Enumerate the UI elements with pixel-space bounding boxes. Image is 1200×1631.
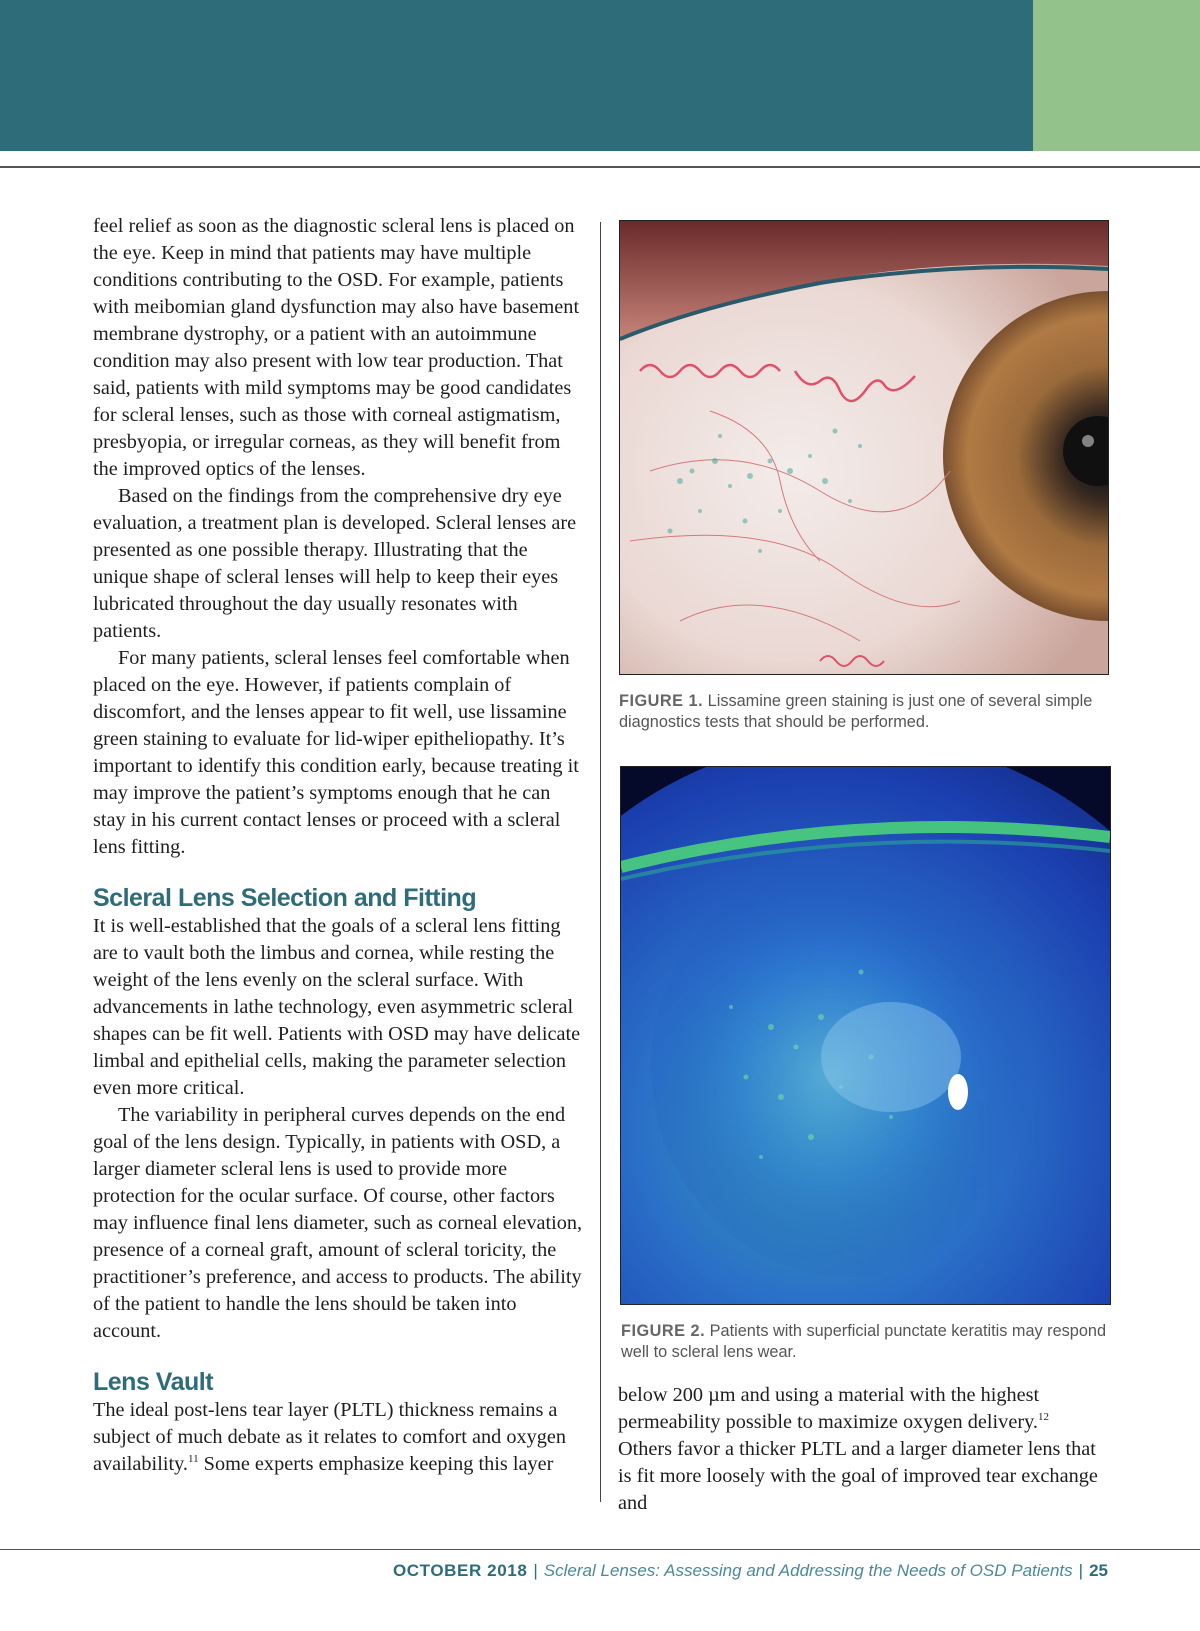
body-paragraph bbox=[618, 1382, 1108, 1517]
header-band-green bbox=[1033, 0, 1200, 151]
figure-1-caption bbox=[619, 691, 1114, 733]
footer-separator: | bbox=[1078, 1561, 1084, 1580]
reference-superscript: 12 bbox=[1037, 1411, 1049, 1423]
figure-2-image bbox=[620, 766, 1111, 1305]
page-number: 25 bbox=[1089, 1561, 1108, 1580]
paragraph-text: The ideal post-lens tear layer (PLTL) thickness remains a subject of much debate as it relates to comfort and oxygen availability. bbox=[93, 1399, 567, 1475]
footer-separator: | bbox=[533, 1561, 538, 1580]
page-footer bbox=[393, 1561, 1108, 1581]
body-paragraph: feel relief as soon as the diagnostic scleral lens is placed on the eye. Keep in mind that patients may have multiple conditions contributing to the OSD. For example, patients with meibomian gland dysfunction may also have basement membrane dystrophy, or a patient with an autoimmune condition may also present with low tear production. That said, patients with mild symptoms may be good candidates for scleral lenses, such as those with corneal astigmatism, presbyopia, or irregular corneas, as they will benefit from the improved optics of the lenses. bbox=[93, 215, 580, 480]
figure-2-label: FIGURE 2. bbox=[621, 1322, 706, 1340]
bottom-divider bbox=[0, 1549, 1200, 1550]
paragraph-text: Some experts emphasize keeping this layer bbox=[198, 1453, 554, 1475]
figure-1-caption-text: Lissamine green staining is just one of several simple diagnostics tests that should be performed. bbox=[619, 692, 1093, 731]
paragraph-text: Others favor a thicker PLTL and a larger diameter lens that is fit more loosely with the goal of improved tear exchange and bbox=[618, 1438, 1098, 1514]
header-band-teal bbox=[0, 0, 1033, 151]
figure-1-image bbox=[619, 220, 1109, 675]
body-paragraph: For many patients, scleral lenses feel comfortable when placed on the eye. However, if patients complain of discomfort, and the lenses appear to fit well, use lissamine green staining to evaluate for lid-wiper epitheliopathy. It’s important to identify this condition early, because treating it may improve the patient’s symptoms enough that he can stay in his current contact lenses or proceed with a scleral lens fitting. bbox=[93, 647, 579, 858]
left-column bbox=[93, 213, 583, 1478]
top-divider bbox=[0, 166, 1200, 168]
reference-superscript: 11 bbox=[188, 1453, 199, 1465]
figure-2-caption bbox=[621, 1321, 1116, 1363]
column-divider bbox=[600, 222, 601, 1502]
body-paragraph: It is well-established that the goals of a scleral lens fitting are to vault both the limbus and cornea, while resting the weight of the lens evenly on the scleral surface. With advancements in lathe technology, even asymmetric scleral shapes can be fit well. Patients with OSD may have delicate limbal and epithelial cells, making the parameter selection even more critical. bbox=[93, 915, 581, 1099]
section-heading-lens-vault: Lens Vault bbox=[93, 1368, 214, 1396]
body-paragraph: The variability in peripheral curves depends on the end goal of the lens design. Typically, in patients with OSD, a larger diameter scleral lens is used to provide more protection for the ocular surface. Of course, other factors may influence final lens diameter, such as corneal elevation, presence of a corneal graft, amount of scleral toricity, the practitioner’s preference, and access to products. The ability of the patient to handle the lens should be taken into account. bbox=[93, 1104, 583, 1342]
paragraph-text: below 200 µm and using a material with the highest permeability possible to maximize oxygen delivery. bbox=[618, 1384, 1040, 1433]
footer-article-title: Scleral Lenses: Assessing and Addressing the Needs of OSD Patients bbox=[543, 1561, 1073, 1580]
right-column-text bbox=[618, 1382, 1108, 1517]
section-heading-selection-fitting: Scleral Lens Selection and Fitting bbox=[93, 884, 477, 912]
figure-2-caption-text: Patients with superficial punctate keratitis may respond well to scleral lens wear. bbox=[621, 1322, 1107, 1361]
body-paragraph bbox=[93, 1397, 583, 1478]
figure-1-label: FIGURE 1. bbox=[619, 692, 704, 710]
footer-issue-date: OCTOBER 2018 bbox=[392, 1561, 528, 1580]
body-paragraph: Based on the findings from the comprehensive dry eye evaluation, a treatment plan is developed. Scleral lenses are presented as one possible therapy. Illustrating that the unique shape of scleral lenses will help to keep their eyes lubricated throughout the day usually resonates with patients. bbox=[93, 485, 577, 642]
